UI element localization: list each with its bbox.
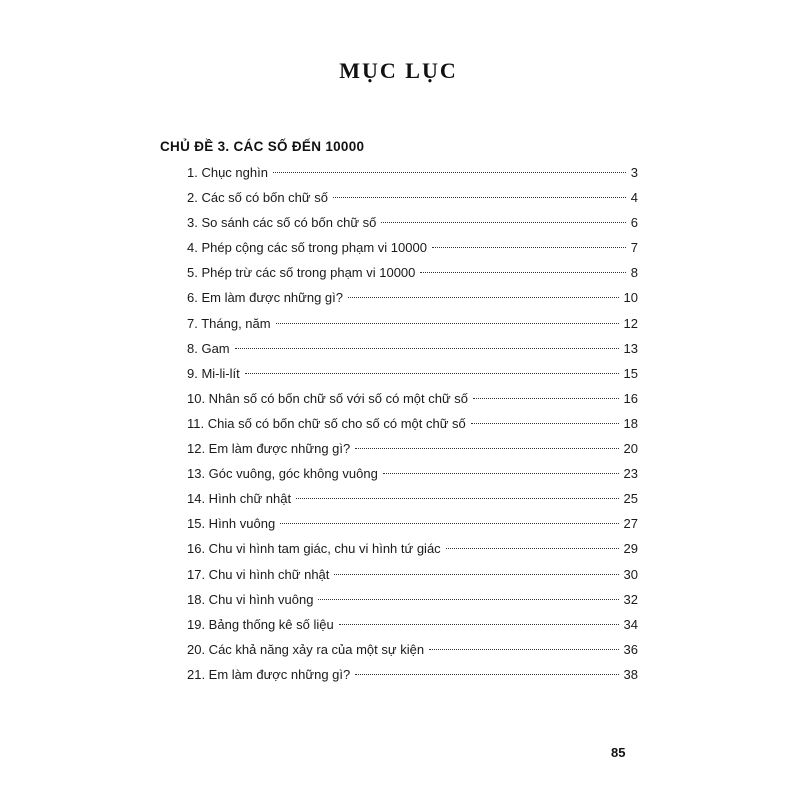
dot-leader [273,172,626,173]
dot-leader [235,348,619,349]
toc-entry [187,562,638,587]
toc-list [187,160,638,687]
toc-entry [187,210,638,235]
toc-entry-title: 14. Hình chữ nhật [187,491,292,507]
toc-entry-title: 17. Chu vi hình chữ nhật [187,566,330,582]
dot-leader [318,599,618,600]
toc-entry-page: 25 [623,491,638,507]
toc-entry-page: 6 [630,215,638,231]
toc-entry-title: 19. Bảng thống kê số liệu [187,616,334,632]
toc-entry-page: 4 [630,190,638,206]
page-number: 85 [611,745,626,760]
toc-entry-title: 16. Chu vi hình tam giác, chu vi hình tứ giác [187,541,441,557]
toc-entry [187,587,638,612]
toc-entry-title: 12. Em làm được những gì? [187,441,351,457]
dot-leader [471,423,619,424]
toc-entry [187,411,638,436]
dot-leader [296,498,618,499]
dot-leader [245,373,619,374]
toc-entry-page: 3 [630,165,638,180]
toc-entry-title: 13. Góc vuông, góc không vuông [187,466,378,482]
toc-entry [187,386,638,411]
toc-entry [187,311,638,336]
toc-entry-page: 8 [630,265,638,281]
page-title: MỤC LỤC [339,58,458,83]
dot-leader [355,674,618,675]
toc-entry [187,536,638,561]
toc-entry-title: 15. Hình vuông [187,516,276,532]
toc-entry-page: 16 [623,390,638,406]
toc-entry-page: 10 [623,290,638,306]
dot-leader [381,222,625,223]
toc-entry [187,260,638,285]
toc-entry-page: 20 [623,441,638,457]
toc-entry-page: 18 [623,415,638,431]
dot-leader [339,624,619,625]
toc-entry-page: 13 [623,340,638,356]
toc-entry [187,662,638,687]
toc-entry [187,185,638,210]
toc-entry-page: 34 [623,616,638,632]
toc-entry [187,361,638,386]
toc-entry-title: 2. Các số có bốn chữ số [187,190,328,206]
toc-entry [187,160,638,185]
toc-entry-page: 38 [623,666,638,682]
toc-entry-page: 36 [623,641,638,657]
toc-entry [187,637,638,662]
dot-leader [432,247,626,248]
toc-entry [187,486,638,511]
toc-entry-title: 4. Phép cộng các số trong phạm vi 10000 [187,240,427,256]
toc-entry-title: 10. Nhân số có bốn chữ số với số có một chữ số [187,390,469,406]
dot-leader [355,448,618,449]
dot-leader [383,473,619,474]
toc-entry-page: 12 [623,315,638,331]
toc-entry [187,285,638,310]
toc-entry-title: 3. So sánh các số có bốn chữ số [187,215,377,231]
dot-leader [280,523,618,524]
dot-leader [334,574,618,575]
toc-entry-page: 15 [623,365,638,381]
toc-entry-page: 30 [623,566,638,582]
toc-entry-page: 32 [623,591,638,607]
toc-entry-title: 20. Các khả năng xảy ra của một sự kiện [187,641,425,657]
dot-leader [276,323,619,324]
toc-entry-title: 7. Tháng, năm [187,315,271,331]
section-heading: CHỦ ĐỀ 3. CÁC SỐ ĐẾN 10000 [160,139,365,154]
dot-leader [420,272,625,273]
toc-entry-title: 6. Em làm được những gì? [187,290,343,306]
toc-entry-page: 27 [623,516,638,532]
toc-entry-title: 21. Em làm được những gì? [187,666,351,682]
toc-entry [187,612,638,637]
toc-entry-title: 18. Chu vi hình vuông [187,591,314,607]
toc-entry [187,336,638,361]
toc-entry [187,436,638,461]
dot-leader [429,649,618,650]
toc-entry-page: 7 [630,240,638,256]
dot-leader [348,297,619,298]
toc-entry-page: 29 [623,541,638,557]
toc-entry-title: 9. Mi-li-lít [187,365,240,381]
toc-entry-title: 1. Chục nghìn [187,165,268,180]
toc-entry-title: 11. Chia số có bốn chữ số cho số có một chữ số [187,415,466,431]
toc-entry [187,511,638,536]
toc-entry [187,235,638,260]
toc-entry-title: 8. Gam [187,340,230,356]
dot-leader [333,197,626,198]
toc-entry-page: 23 [623,466,638,482]
dot-leader [446,548,619,549]
dot-leader [473,398,619,399]
toc-entry-title: 5. Phép trừ các số trong phạm vi 10000 [187,265,416,281]
toc-entry [187,461,638,486]
